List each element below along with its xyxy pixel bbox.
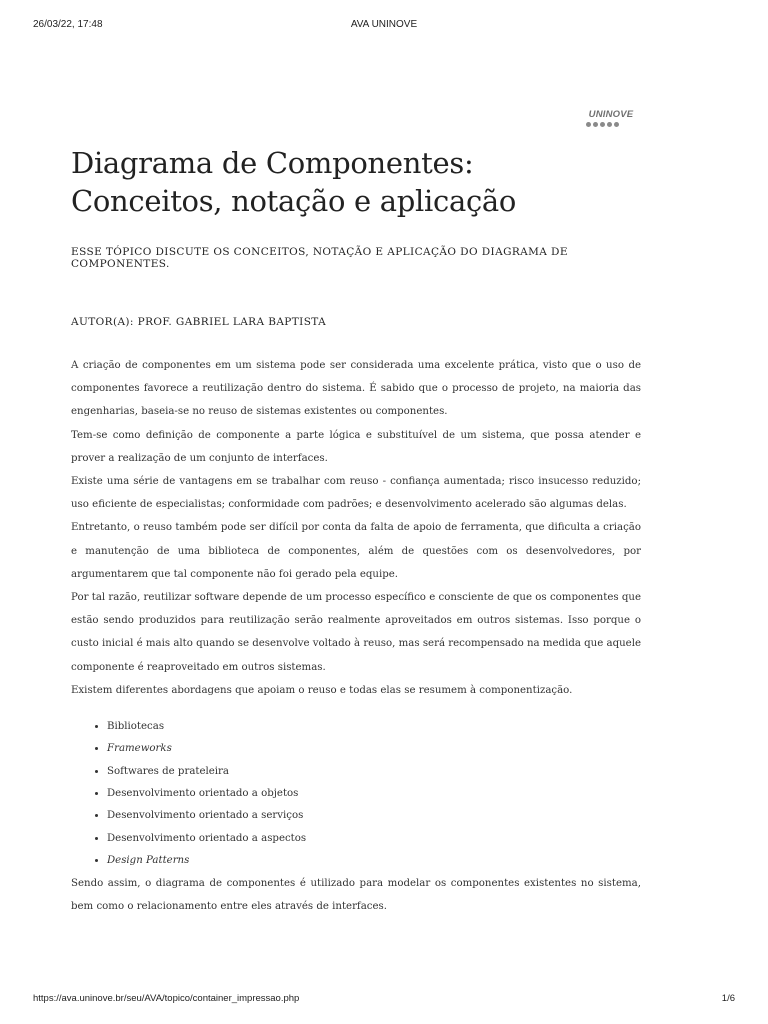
reuse-approaches-list — [71, 716, 641, 872]
paragraph: Existem diferentes abordagens que apoiam o reuso e todas elas se resumem à componentização. — [71, 684, 573, 696]
paragraph: Tem-se como definição de componente a parte lógica e substituível de um sistema, que possa atender e prover a realização de um conjunto de interfaces. — [71, 429, 641, 464]
document-title — [71, 144, 641, 220]
list-item: • Desenvolvimento orientado a serviços — [107, 805, 641, 827]
print-page-number: 1/6 — [721, 993, 735, 1004]
logo-text: UNINOVE — [588, 109, 634, 120]
document-body — [71, 354, 641, 919]
print-datetime: 26/03/22, 17:48 — [33, 19, 103, 30]
logo-dots — [585, 122, 637, 127]
paragraph: A criação de componentes em um sistema pode ser considerada uma excelente prática, visto que o uso de componentes favorece a reutilização dentro do sistema. É sabido que o processo de projeto, na maioria das engenharias, baseia-se no reuso de sistemas existentes ou componentes. — [71, 360, 641, 418]
paragraph: Entretanto, o reuso também pode ser difícil por conta da falta de apoio de ferramenta, que dificulta a criação e manutenção de uma biblioteca de componentes, além de questões com os desenvolvedores, por argumentarem que tal componente não foi gerado pela equipe. — [71, 522, 641, 580]
list-item: • Softwares de prateleira — [107, 761, 641, 783]
closing-paragraph: Sendo assim, o diagrama de componentes é utilizado para modelar os componentes existentes no sistema, bem como o relacionamento entre eles através de interfaces. — [71, 878, 641, 913]
title-line-2: Conceitos, notação e aplicação — [71, 184, 517, 218]
list-item: • Bibliotecas — [107, 716, 641, 738]
list-item: • Desenvolvimento orientado a objetos — [107, 783, 641, 805]
list-item: • Design Patterns — [107, 850, 641, 872]
uninove-logo — [585, 110, 637, 127]
print-page-title: AVA UNINOVE — [350, 19, 418, 30]
document-subtitle: ESSE TÓPICO DISCUTE OS CONCEITOS, NOTAÇÃO E APLICAÇÃO DO DIAGRAMA DE COMPONENTES. — [71, 246, 568, 270]
document-author: AUTOR(A): PROF. GABRIEL LARA BAPTISTA — [71, 316, 327, 328]
list-item: • Frameworks — [107, 738, 641, 760]
document-content — [71, 144, 641, 919]
print-url: https://ava.uninove.br/seu/AVA/topico/container_impressao.php — [33, 993, 300, 1004]
list-item: • Desenvolvimento orientado a aspectos — [107, 828, 641, 850]
title-line-1: Diagrama de Componentes: — [71, 146, 474, 180]
paragraph: Existe uma série de vantagens em se trabalhar com reuso - confiança aumentada; risco insucesso reduzido; uso eficiente de especialistas; conformidade com padrões; e desenvolvimento acelerado são algumas delas. — [71, 476, 641, 511]
paragraph: Por tal razão, reutilizar software depende de um processo específico e consciente de que os componentes que estão sendo produzidos para reutilização serão realmente aproveitados em outros sistemas. Isso porque o custo inicial é mais alto quando se desenvolve voltado à reuso, mas será recompensado na medida que aquele componente é reaproveitado em outros sistemas. — [71, 592, 641, 673]
